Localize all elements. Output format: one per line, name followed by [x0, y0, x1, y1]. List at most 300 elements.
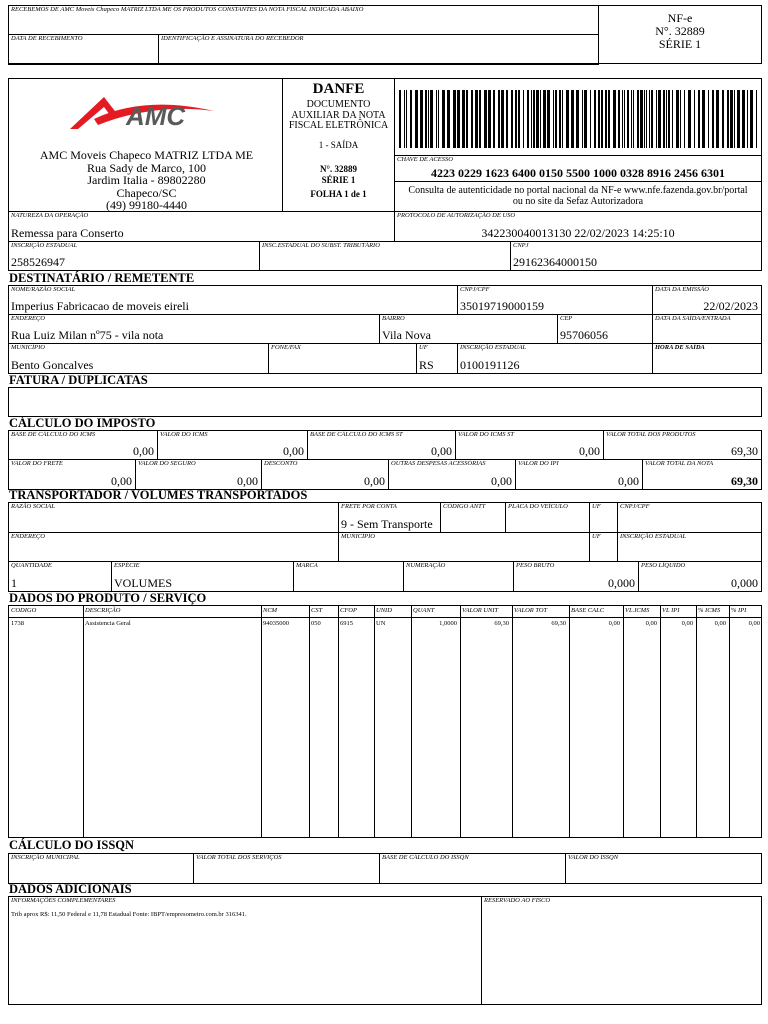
dest-nome: [8, 285, 458, 315]
barcode-bar: [420, 90, 423, 148]
section-issqn: CÁLCULO DO ISSQN: [9, 838, 135, 852]
dest-hora: [652, 343, 762, 374]
barcode-bar: [722, 90, 724, 148]
barcode-bar: [543, 90, 546, 148]
produtos-cell: Assistencia Geral: [85, 620, 131, 627]
natureza-value: Remessa para Conserto: [11, 226, 124, 240]
barcode-bar: [756, 90, 757, 148]
produtos-col-divider: [623, 606, 624, 837]
barcode-bar: [666, 90, 667, 148]
produtos-header: CODIGO: [11, 607, 37, 614]
canhoto-recebemos-text: RECEBEMOS DE AMC Moveis Chapeco MATRIZ LTDA ME OS PRODUTOS CONSTANTES DA NOTA FISCAL INDICADA ABAIXO: [11, 6, 364, 13]
transp-especie-label: ESPÉCIE: [114, 562, 140, 569]
barcode-bar: [559, 90, 561, 148]
barcode-bar: [498, 90, 500, 148]
canhoto-nfe-block: [599, 12, 761, 51]
section-imposto: CÁLCULO DO IMPOSTO: [9, 416, 156, 430]
dest-cep-label: CEP: [560, 315, 573, 322]
transp-frete-label: FRETE POR CONTA: [341, 503, 397, 510]
canhoto-recebemos: [8, 5, 599, 35]
dest-nome-label: NOME/RAZÃO SOCIAL: [11, 286, 76, 293]
produtos-col-divider: [83, 606, 84, 837]
barcode-bar: [637, 90, 639, 148]
transp-especie-value: VOLUMES: [114, 576, 173, 590]
produtos-header: VL.ICMS: [625, 607, 650, 614]
barcode-bar: [716, 90, 719, 148]
barcode-bar: [668, 90, 670, 148]
produtos-col-divider: [729, 606, 730, 837]
barcode-bar: [566, 90, 569, 148]
produtos-col-divider: [261, 606, 262, 837]
transp-frete: [338, 502, 441, 533]
barcode-bar: [702, 90, 705, 148]
section-destinatario: DESTINATÁRIO / REMETENTE: [9, 271, 195, 285]
barcode-bar: [501, 90, 504, 148]
produtos-header: CST: [311, 607, 323, 614]
barcode-bar: [663, 90, 665, 148]
barcode-bar: [488, 90, 491, 148]
dest-cep: [557, 314, 653, 344]
ie-value: 258526947: [11, 255, 65, 269]
imposto-row1-cell: [8, 430, 158, 460]
imposto-row2-value: 0,00: [364, 474, 385, 488]
transp-qtd-value: 1: [11, 576, 17, 590]
company-logo: [64, 85, 226, 135]
barcode-bar: [601, 90, 603, 148]
imposto-row1-cell: [603, 430, 762, 460]
barcode-bar: [515, 90, 517, 148]
danfe-tipo: 1 - SAÍDA: [318, 139, 359, 150]
barcode-bar: [618, 90, 620, 148]
produtos-col-divider: [374, 606, 375, 837]
dest-nome-value: Imperius Fabricacao de moveis eireli: [11, 299, 189, 313]
barcode-bar: [644, 90, 645, 148]
produtos-header: % IPI: [731, 607, 747, 614]
dest-fone-label: FONE/FAX: [271, 344, 301, 351]
barcode-bar: [442, 90, 445, 148]
imposto-row2-cell: [135, 459, 262, 490]
barcode-bar: [540, 90, 541, 148]
barcode-bar: [598, 90, 600, 148]
consulta-text: [395, 185, 761, 207]
barcode-bar: [590, 90, 591, 148]
transp-numeracao-label: NUMERAÇÃO: [406, 562, 446, 569]
barcode-bar: [608, 90, 610, 148]
produtos-header: UNID: [376, 607, 392, 614]
barcode-bar: [475, 90, 478, 148]
barcode-bar: [410, 90, 412, 148]
info-complementares: [8, 896, 482, 1005]
produtos-col-divider: [696, 606, 697, 837]
barcode-bar: [694, 90, 695, 148]
produtos-cell: 1738: [11, 620, 24, 627]
dest-uf-value: RS: [419, 358, 434, 372]
produtos-cell: UN: [376, 620, 386, 627]
fisco-label: RESERVADO AO FISCO: [484, 897, 551, 904]
barcode-bar: [457, 90, 460, 148]
produtos-col-divider: [512, 606, 513, 837]
transp-placa-label: PLACA DO VEÍCULO: [508, 503, 568, 510]
barcode-bar: [633, 90, 634, 148]
dest-saida: [652, 314, 762, 344]
emitente-info: [9, 149, 284, 212]
barcode-bar: [428, 90, 429, 148]
transp-numeracao: [403, 561, 514, 592]
produtos-table: [8, 605, 762, 838]
transp-razao: [8, 502, 339, 533]
barcode-bar: [684, 90, 685, 148]
transp-municipio: [338, 532, 590, 562]
imposto-row1-label: BASE DE CÁLCULO DO ICMS ST: [310, 431, 403, 438]
natureza-operacao: [8, 211, 395, 242]
produtos-cell: 0,00: [681, 620, 693, 627]
imposto-row2-label: OUTRAS DESPESAS ACESSÓRIAS: [391, 460, 486, 467]
transp-peso-bruto: [513, 561, 639, 592]
transp-uf: [589, 502, 618, 533]
produtos-col-divider: [660, 606, 661, 837]
imposto-row1-value: 0,00: [133, 444, 154, 458]
dest-bairro-value: Vila Nova: [382, 328, 431, 342]
protocolo-autorizacao: [394, 211, 762, 242]
issqn-row-label: VALOR DO ISSQN: [568, 854, 619, 861]
danfe-folha: FOLHA 1 de 1: [310, 188, 367, 199]
produtos-header: VALOR TOT: [514, 607, 548, 614]
canhoto-identificacao-label: IDENTIFICAÇÃO E ASSINATURA DO RECEBEDOR: [161, 35, 304, 42]
barcode-bar: [466, 90, 468, 148]
issqn-row-cell: [379, 853, 566, 884]
barcode-bar: [651, 90, 653, 148]
produtos-col-divider: [338, 606, 339, 837]
imposto-row2-value: 0,00: [111, 474, 132, 488]
canhoto-nfe: NF-e: [667, 11, 693, 25]
dest-uf: [416, 343, 458, 374]
barcode-bar: [698, 90, 700, 148]
barcode-bar: [582, 90, 583, 148]
barcode-bar: [425, 90, 427, 148]
barcode-bar: [584, 90, 587, 148]
barcode-bar: [605, 90, 607, 148]
produtos-header: DESCRIÇÃO: [85, 607, 121, 614]
emitente-endereco: Rua Sady de Marco, 100: [87, 160, 206, 175]
imposto-row2-cell: [8, 459, 136, 490]
produtos-cell: 0,00: [748, 620, 760, 627]
dest-saida-label: DATA DA SAÍDA/ENTRADA: [655, 315, 731, 322]
barcode-bar: [415, 90, 418, 148]
barcode-bar: [404, 90, 405, 148]
issqn-row-cell: [8, 853, 194, 884]
chave-label: CHAVE DE ACESSO: [397, 156, 453, 163]
transp-placa: [505, 502, 590, 533]
header-emitente: [8, 78, 283, 212]
cnpj-value: 29162364000150: [513, 255, 597, 269]
barcode-bar: [649, 90, 650, 148]
protocolo-value: 342230040013130 22/02/2023 14:25:10: [481, 226, 675, 240]
dest-bairro-label: BAIRRO: [382, 315, 405, 322]
transp-especie: [111, 561, 294, 592]
dest-cnpj: [457, 285, 653, 315]
imposto-row1-cell: [455, 430, 604, 460]
barcode-bar: [676, 90, 679, 148]
barcode-bar: [518, 90, 520, 148]
transp-endereco-label: ENDEREÇO: [11, 533, 45, 540]
issqn-row-label: INSCRIÇÃO MUNICIPAL: [11, 854, 80, 861]
info-text: Trib aprox R$: 11,50 Federal e 11,78 Estadual Fonte: IBPT/empresometro.com.br 316341.: [11, 911, 247, 918]
barcode-bar: [511, 90, 513, 148]
imposto-row2-value: 0,00: [618, 474, 639, 488]
produtos-header-line: [9, 617, 761, 618]
imposto-row1-value: 0,00: [283, 444, 304, 458]
dest-hora-label: HORA DE SAÍDA: [655, 344, 705, 351]
barcode-bar: [708, 90, 709, 148]
canhoto-data-label: DATA DE RECEBIMENTO: [11, 35, 83, 42]
transp-endereco: [8, 532, 339, 562]
transp-uf-label: UF: [592, 503, 601, 510]
barcode-bar: [631, 90, 632, 148]
ie-st-label: INSC.ESTADUAL DO SUBST. TRIBUTÁRIO: [262, 242, 380, 249]
dest-cnpj-value: 35019719000159: [460, 299, 544, 313]
produtos-header: BASE CALC: [571, 607, 605, 614]
produtos-cell: 1,0000: [439, 620, 457, 627]
barcode-bar: [640, 90, 643, 148]
produtos-col-divider: [569, 606, 570, 837]
imposto-row2-label: VALOR DO IPI: [518, 460, 559, 467]
imposto-row1-value: 0,00: [431, 444, 452, 458]
imposto-row2-label: DESCONTO: [264, 460, 298, 467]
danfe-sub2: AUXILIAR DA NOTA: [291, 109, 386, 121]
section-adicionais: DADOS ADICIONAIS: [9, 882, 132, 896]
dest-emissao: [652, 285, 762, 315]
dest-endereco-value: Rua Luiz Milan nº75 - vila nota: [11, 328, 164, 342]
dest-endereco-label: ENDEREÇO: [11, 315, 45, 322]
imposto-row2-label: VALOR DO FRETE: [11, 460, 63, 467]
barcode-bar: [571, 90, 574, 148]
barcode-bar: [479, 90, 481, 148]
produtos-col-divider: [309, 606, 310, 837]
barcode-bar: [547, 90, 550, 148]
barcode-bar: [531, 90, 532, 148]
barcode-bar: [594, 90, 596, 148]
canhoto: [8, 5, 762, 64]
imposto-row1-value: 0,00: [579, 444, 600, 458]
produtos-cell: 94035000: [263, 620, 289, 627]
imposto-row2-value: 0,00: [491, 474, 512, 488]
produtos-header: VALOR UNIT: [462, 607, 499, 614]
produtos-cell: 6915: [340, 620, 353, 627]
transp-peso-bruto-value: 0,000: [608, 576, 635, 590]
chave-acesso: [394, 155, 762, 182]
barcode-block: [394, 78, 762, 212]
barcode-bar: [562, 90, 563, 148]
transp-uf2: [589, 532, 618, 562]
barcode-bar: [737, 90, 740, 148]
barcode-bar: [484, 90, 487, 148]
barcode-bar: [646, 90, 647, 148]
emitente-fone: (49) 99180-4440: [106, 198, 187, 212]
natureza-label: NATUREZA DA OPERAÇÃO: [11, 212, 89, 219]
barcode-bar: [406, 90, 407, 148]
produtos-col-divider: [460, 606, 461, 837]
transp-frete-value: 9 - Sem Transporte: [341, 517, 433, 531]
imposto-row1-cell: [307, 430, 456, 460]
inscricao-estadual-st: [259, 241, 511, 271]
produtos-header: QUANT: [413, 607, 435, 614]
chave-value: 4223 0229 1623 6400 0150 5500 1000 0328 8916 2456 6301: [431, 166, 725, 180]
imposto-row2-cell: [388, 459, 516, 490]
produtos-cell: 69,30: [551, 620, 566, 627]
barcode-bar: [734, 90, 735, 148]
produtos-cell: 69,30: [494, 620, 509, 627]
dest-ie: [457, 343, 653, 374]
dest-emissao-label: DATA DA EMISSÃO: [655, 286, 709, 293]
barcode-bar: [471, 90, 473, 148]
imposto-row2-value: 0,00: [237, 474, 258, 488]
transp-qtd-label: QUANTIDADE: [11, 562, 52, 569]
transp-uf2-label: UF: [592, 533, 601, 540]
produtos-cell: 0,00: [608, 620, 620, 627]
produtos-cell: 0,00: [714, 620, 726, 627]
barcode-bar: [624, 90, 625, 148]
produtos-header: % ICMS: [698, 607, 721, 614]
canhoto-identificacao: [158, 34, 599, 65]
dest-emissao-value: 22/02/2023: [703, 299, 758, 313]
protocolo-label: PROTOCOLO DE AUTORIZAÇÃO DE USO: [397, 212, 516, 219]
section-fatura: FATURA / DUPLICATAS: [9, 373, 148, 387]
transp-antt-label: CÓDIGO ANTT: [443, 503, 486, 510]
barcode-bar: [506, 90, 508, 148]
issqn-row-label: BASE DE CÁLCULO DO ISSQN: [382, 854, 469, 861]
barcode-bar: [576, 90, 579, 148]
transp-razao-label: RAZÃO SOCIAL: [11, 503, 55, 510]
barcode-bar: [536, 90, 539, 148]
dest-cnpj-label: CNPJ/CPF: [460, 286, 490, 293]
danfe-block: [282, 78, 395, 212]
transp-marca-label: MARCA: [296, 562, 318, 569]
barcode-bar: [447, 90, 450, 148]
reservado-fisco: [481, 896, 762, 1005]
transp-cnpj-label: CNPJ/CPF: [620, 503, 650, 510]
issqn-row-cell: [565, 853, 762, 884]
imposto-row1-label: VALOR TOTAL DOS PRODUTOS: [606, 431, 696, 438]
dest-bairro: [379, 314, 558, 344]
dest-ie-value: 0100191126: [460, 358, 520, 372]
barcode-bar: [747, 90, 748, 148]
canhoto-data-recebimento: [8, 34, 159, 65]
cnpj-label: CNPJ: [513, 242, 529, 249]
issqn-row: [8, 853, 762, 884]
danfe-serie: SÉRIE 1: [321, 174, 356, 185]
section-transportador: TRANSPORTADOR / VOLUMES TRANSPORTADOS: [9, 488, 308, 502]
barcode-bar: [436, 90, 437, 148]
issqn-row-cell: [193, 853, 380, 884]
imposto-row2-cell: [261, 459, 389, 490]
imposto-row2-label: VALOR DO SEGURO: [138, 460, 196, 467]
transp-peso-liquido-value: 0,000: [731, 576, 758, 590]
barcode: [399, 90, 759, 148]
transp-cnpj: [617, 502, 762, 533]
emitente-cidade: Chapeco/SC: [116, 185, 177, 200]
transp-ie-label: INSCRIÇÃO ESTADUAL: [620, 533, 687, 540]
barcode-bar: [462, 90, 465, 148]
imposto-row2-label: VALOR TOTAL DA NOTA: [645, 460, 714, 467]
barcode-bar: [680, 90, 681, 148]
transp-qtd: [8, 561, 112, 592]
barcode-bar: [627, 90, 629, 148]
consulta-line1: Consulta de autenticidade no portal nacional da NF-e www.nfe.fazenda.gov.br/portal: [408, 185, 748, 196]
produtos-header: VL IPI: [662, 607, 680, 614]
dest-municipio-label: MUNICÍPIO: [11, 344, 45, 351]
barcode-bar: [438, 90, 439, 148]
transp-ie: [617, 532, 762, 562]
barcode-bar: [658, 90, 661, 148]
emitente-nome: AMC Moveis Chapeco MATRIZ LTDA ME: [39, 148, 254, 162]
imposto-row1-cell: [157, 430, 308, 460]
issqn-row-label: VALOR TOTAL DOS SERVIÇOS: [196, 854, 282, 861]
barcode-bar: [613, 90, 616, 148]
danfe-sub3: FISCAL ELETRÔNICA: [288, 120, 389, 131]
barcode-bar: [533, 90, 535, 148]
canhoto-serie: SÉRIE 1: [658, 37, 702, 51]
produtos-header: CFOP: [340, 607, 357, 614]
imposto-row2: [8, 459, 762, 490]
emitente-bairro: Jardim Italia - 89802280: [87, 173, 206, 187]
dest-municipio-value: Bento Goncalves: [11, 358, 94, 372]
imposto-row2-cell: [642, 459, 762, 490]
barcode-bar: [553, 90, 554, 148]
section-produtos: DADOS DO PRODUTO / SERVIÇO: [9, 591, 207, 605]
barcode-bar: [727, 90, 729, 148]
barcode-bar: [430, 90, 433, 148]
barcode-bar: [672, 90, 673, 148]
danfe-sub1: DOCUMENTO: [306, 99, 371, 110]
fatura-box: [8, 387, 762, 417]
imposto-row1-label: BASE DE CÁLCULO DO ICMS: [11, 431, 96, 438]
barcode-bar: [742, 90, 745, 148]
dest-municipio: [8, 343, 269, 374]
ie-label: INSCRIÇÃO ESTADUAL: [11, 242, 78, 249]
dest-fone: [268, 343, 417, 374]
dest-ie-label: INSCRIÇÃO ESTADUAL: [460, 344, 527, 351]
canhoto-numero: N°. 32889: [655, 24, 705, 38]
transp-peso-liquido: [638, 561, 762, 592]
transp-antt: [440, 502, 506, 533]
transp-municipio-label: MUNICÍPIO: [341, 533, 375, 540]
danfe-title: DANFE: [312, 81, 365, 97]
produtos-cell: 0,00: [645, 620, 657, 627]
barcode-bar: [622, 90, 623, 148]
barcode-bar: [527, 90, 529, 148]
produtos-col-divider: [411, 606, 412, 837]
imposto-row1-value: 69,30: [731, 444, 758, 458]
logo-text: AMC: [126, 101, 186, 131]
imposto-row1: [8, 430, 762, 460]
inscricao-estadual: [8, 241, 260, 271]
danfe-numero: N°. 32889: [319, 163, 358, 174]
imposto-row2-cell: [515, 459, 643, 490]
barcode-bar: [555, 90, 557, 148]
barcode-bar: [712, 90, 714, 148]
produtos-cell: 050: [311, 620, 321, 627]
barcode-bar: [656, 90, 657, 148]
barcode-bar: [399, 90, 401, 148]
dest-endereco: [8, 314, 380, 344]
imposto-row2-value: 69,30: [731, 474, 758, 488]
barcode-bar: [730, 90, 733, 148]
transp-peso-bruto-label: PESO BRUTO: [516, 562, 555, 569]
dest-cep-value: 95706056: [560, 328, 608, 342]
consulta-line2: ou no site da Sefaz Autorizadora: [512, 196, 644, 207]
transp-marca: [293, 561, 404, 592]
imposto-row1-label: VALOR DO ICMS: [160, 431, 208, 438]
